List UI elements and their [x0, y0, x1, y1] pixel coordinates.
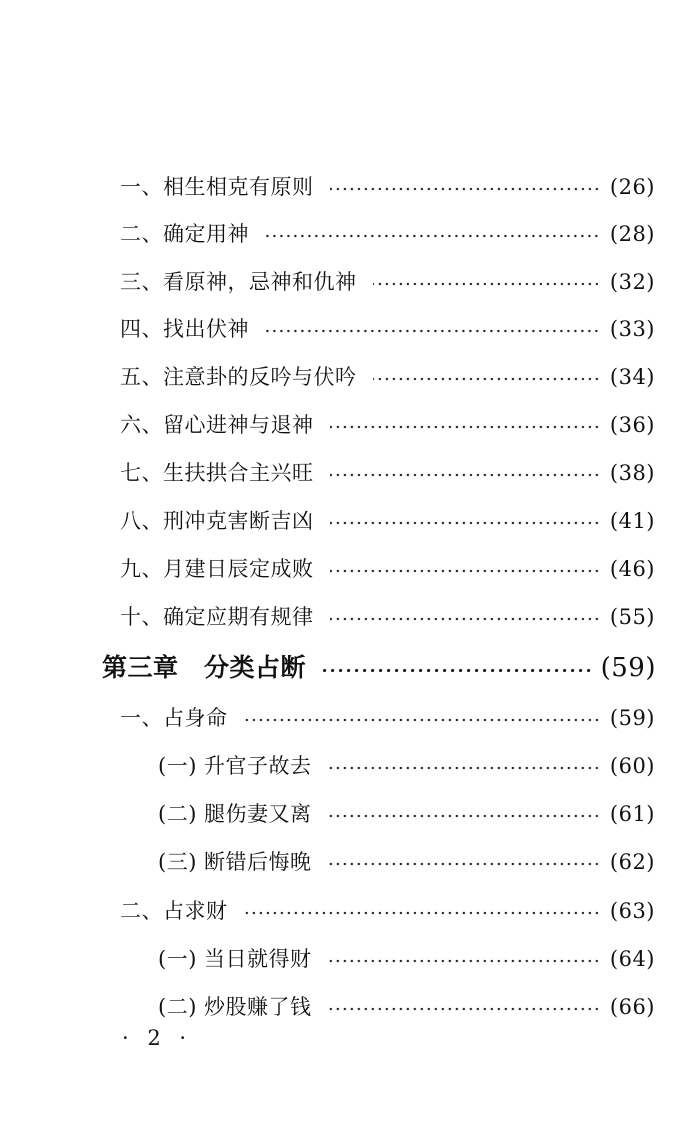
dot-leader	[330, 425, 600, 429]
toc-entry-page: (41)	[609, 509, 655, 533]
toc-entry	[120, 503, 655, 539]
dot-leader	[330, 569, 600, 573]
toc-chapter-heading	[102, 646, 656, 690]
toc-entry	[120, 551, 655, 587]
dot-leader	[265, 234, 600, 238]
dot-leader	[330, 473, 600, 477]
toc-subentry-page: (60)	[609, 754, 655, 778]
toc-entry-page: (26)	[609, 175, 655, 199]
toc-chapter-page: (59)	[600, 653, 656, 683]
toc-entry-title: 四、找出伏神	[120, 317, 249, 341]
toc-subentry	[158, 989, 655, 1025]
toc-entry-title: 十、确定应期有规律	[120, 605, 314, 629]
dot-leader	[330, 187, 600, 191]
toc-entry-page: (55)	[609, 605, 655, 629]
toc-entry	[120, 169, 655, 205]
dot-leader	[244, 718, 600, 722]
dot-leader	[328, 862, 600, 866]
dot-leader	[328, 766, 600, 770]
toc-entry-title: 二、占求财	[120, 899, 228, 923]
toc-subentry-title: (三) 断错后悔晚	[158, 850, 312, 874]
toc-subentry-page: (64)	[609, 947, 655, 971]
toc-subentry	[158, 941, 655, 977]
toc-subentry-title: (一) 升官子故去	[158, 754, 312, 778]
toc-entry-title: 五、注意卦的反吟与伏吟	[120, 365, 357, 389]
toc-entry-title: 八、刑冲克害断吉凶	[120, 509, 314, 533]
toc-entry-page: (63)	[609, 899, 655, 923]
toc-entry-page: (28)	[609, 222, 655, 246]
toc-subentry-title: (一) 当日就得财	[158, 947, 312, 971]
toc-subentry-page: (66)	[609, 995, 655, 1019]
dot-leader	[320, 668, 593, 673]
toc-chapter-title: 第三章 分类占断	[102, 653, 307, 682]
toc-entry	[120, 455, 655, 491]
toc-entry	[120, 893, 655, 929]
toc-entry-title: 三、看原神，忌神和仇神	[120, 270, 357, 294]
toc-entry-page: (34)	[609, 365, 655, 389]
toc-subentry	[158, 844, 655, 880]
toc-entry	[120, 700, 655, 736]
toc-entry-title: 二、确定用神	[120, 222, 249, 246]
dot-leader	[265, 329, 600, 333]
toc-subentry	[158, 796, 655, 832]
toc-entry-title: 一、相生相克有原则	[120, 175, 314, 199]
dot-leader	[328, 814, 600, 818]
toc-entry	[120, 599, 655, 635]
toc-subentry-page: (61)	[609, 802, 655, 826]
toc-entry-page: (38)	[609, 461, 655, 485]
toc-entry-page: (32)	[609, 270, 655, 294]
toc-entry	[120, 407, 655, 443]
toc-entry-title: 六、留心进神与退神	[120, 413, 314, 437]
toc-subentry	[158, 748, 655, 784]
toc-entry	[120, 216, 655, 252]
page-number: · 2 ·	[122, 1026, 193, 1050]
toc-entry	[120, 359, 655, 395]
toc-entry-page: (46)	[609, 557, 655, 581]
dot-leader	[330, 617, 600, 621]
dot-leader	[373, 282, 600, 286]
dot-leader	[373, 377, 600, 381]
toc-subentry-title: (二) 炒股赚了钱	[158, 995, 312, 1019]
toc-entry-title: 七、生扶拱合主兴旺	[120, 461, 314, 485]
toc-entry	[120, 311, 655, 347]
toc-subentry-page: (62)	[609, 850, 655, 874]
dot-leader	[328, 1007, 600, 1011]
toc-entry-page: (59)	[609, 706, 655, 730]
dot-leader	[328, 959, 600, 963]
toc-entry-page: (33)	[609, 317, 655, 341]
toc-entry	[120, 264, 655, 300]
toc-entry-title: 九、月建日辰定成败	[120, 557, 314, 581]
toc-entry-title: 一、占身命	[120, 706, 228, 730]
toc-subentry-title: (二) 腿伤妻又离	[158, 802, 312, 826]
dot-leader	[244, 911, 600, 915]
dot-leader	[330, 521, 600, 525]
toc-entry-page: (36)	[609, 413, 655, 437]
